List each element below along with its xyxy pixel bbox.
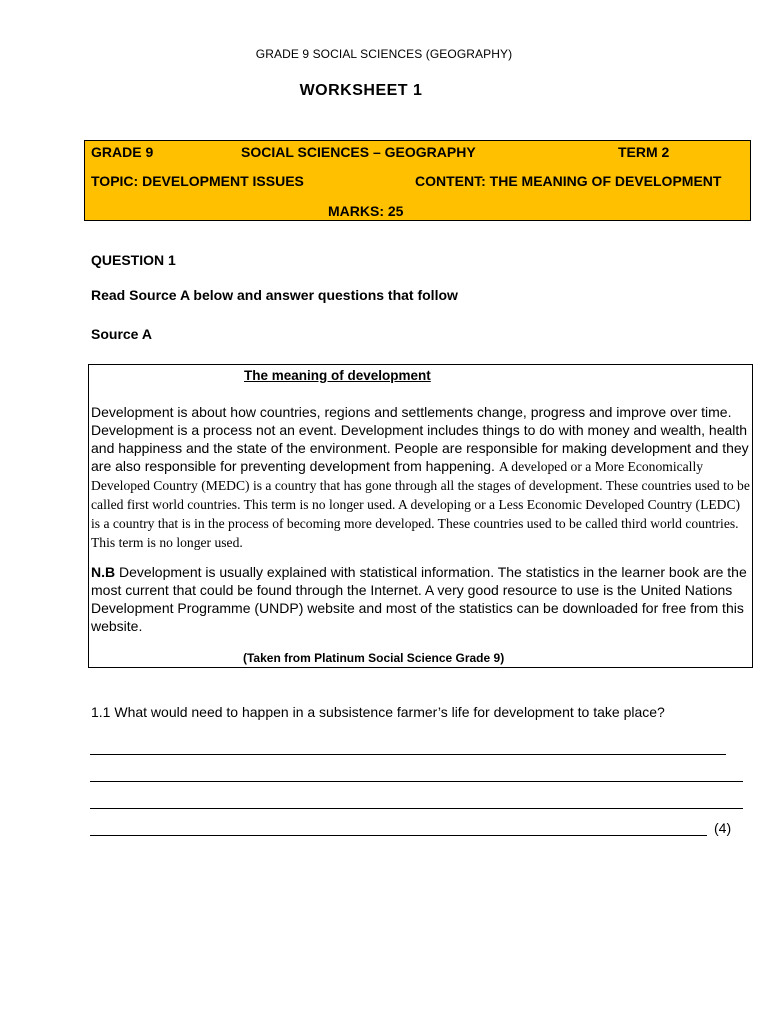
nb-paragraph <box>91 563 751 635</box>
answer-line[interactable] <box>90 754 726 755</box>
source-credit: (Taken from Platinum Social Science Grade 9) <box>243 651 505 665</box>
marks-label: MARKS: 25 <box>328 203 404 219</box>
question-marks: (4) <box>714 820 732 836</box>
source-a-text-serif: A developed or a More Economically Developed Country (MEDC) is a country that has gone through all the stages of development. These countries used to be called first world countries. This term is no longer used. A developing or a Less Economic Developed Country (LEDC) is a country that is in the process of becoming more developed. These countries used to be called third world countries. This term is no longer used. <box>91 459 750 550</box>
topic-label: TOPIC: DEVELOPMENT ISSUES <box>91 173 304 189</box>
source-a-paragraph <box>91 403 751 552</box>
nb-text: Development is usually explained with statistical information. The statistics in the learner book are the most current that could be found through the Internet. A very good resource to use is the United Nations Development Programme (UNDP) website and most of the statistics can be downloaded for free from this website. <box>91 564 747 634</box>
answer-line[interactable] <box>90 808 743 809</box>
source-a-text-sans: Development is about how countries, regions and settlements change, progress and improve over time. Development is a process not an event. Development includes things to do with money and wealth, health and happiness and the state of the environment. People are responsible for making development and they are also responsible for preventing development from happening. <box>91 404 749 474</box>
info-box <box>84 140 751 221</box>
worksheet-title: WORKSHEET 1 <box>299 82 423 99</box>
source-label: Source A <box>91 326 152 342</box>
content-label: CONTENT: THE MEANING OF DEVELOPMENT <box>415 173 722 189</box>
question-1-1: 1.1 What would need to happen in a subsistence farmer’s life for development to take place? <box>91 704 665 720</box>
answer-line[interactable] <box>90 781 743 782</box>
source-a-title: The meaning of development <box>244 368 431 383</box>
question-heading: QUESTION 1 <box>91 252 176 268</box>
source-a-box <box>88 364 753 668</box>
grade-label: GRADE 9 <box>91 144 154 160</box>
answer-line[interactable] <box>90 835 707 836</box>
subject-label: SOCIAL SCIENCES – GEOGRAPHY <box>241 144 476 160</box>
term-label: TERM 2 <box>618 144 670 160</box>
nb-label: N.B <box>91 564 116 580</box>
document-header: GRADE 9 SOCIAL SCIENCES (GEOGRAPHY) <box>255 47 513 61</box>
question-instruction: Read Source A below and answer questions that follow <box>91 287 458 303</box>
